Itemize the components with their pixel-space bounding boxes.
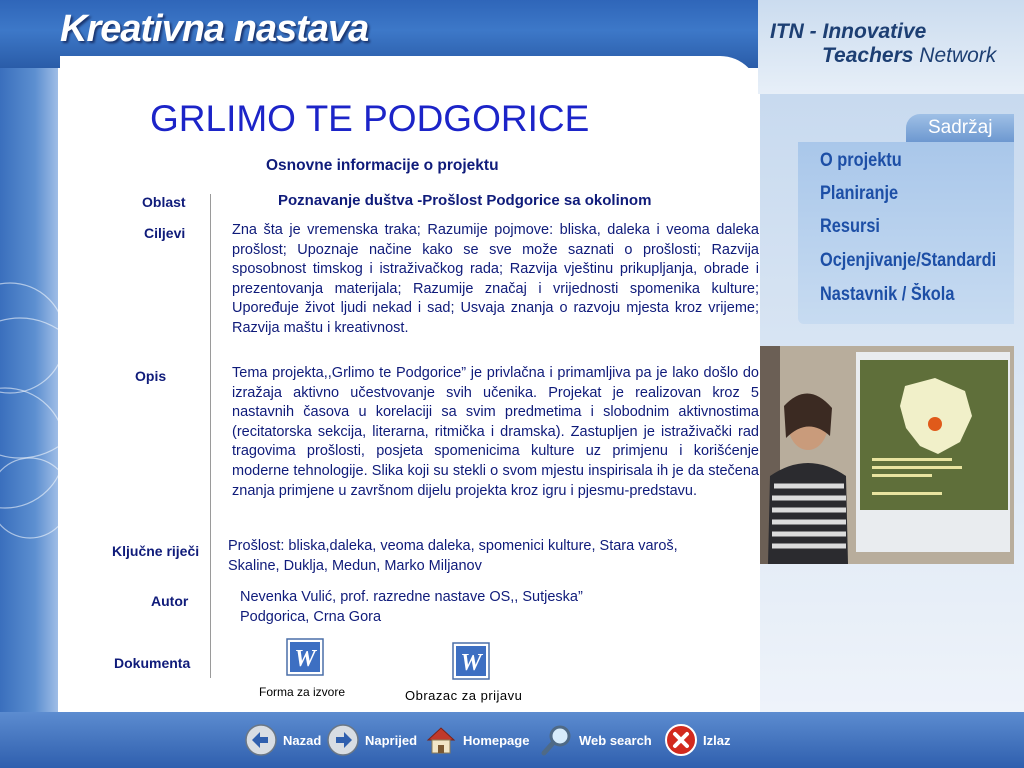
value-kljucne-rijeci-line2: Skaline, Duklja, Medun, Marko Miljanov: [228, 558, 482, 574]
arrow-left-icon: [244, 723, 278, 757]
menu-item-o-projektu[interactable]: O projektu: [820, 150, 902, 171]
svg-text:W: W: [460, 650, 482, 676]
label-oblast: Oblast: [142, 194, 186, 210]
label-dokumenta: Dokumenta: [114, 655, 191, 671]
word-document-icon[interactable]: [286, 638, 324, 676]
menu-item-ocjenjivanje[interactable]: Ocjenjivanje/Standardi: [820, 250, 997, 271]
label-ciljevi: Ciljevi: [144, 225, 186, 241]
forward-button-label: Naprijed: [365, 732, 418, 748]
network-name-line1: ITN - Innovative: [770, 20, 927, 43]
value-autor-line2: Podgorica, Crna Gora: [240, 609, 382, 625]
value-oblast: Poznavanje duštva -Prošlost Podgorice sa okolinom: [278, 192, 652, 209]
label-autor: Autor: [151, 593, 189, 609]
decorative-circles-icon: [0, 68, 58, 768]
back-button-label: Nazad: [283, 732, 322, 748]
doc-caption-obrazac[interactable]: Obrazac za prijavu: [405, 688, 523, 703]
homepage-button-label: Homepage: [463, 732, 530, 748]
forward-button[interactable]: [326, 722, 417, 758]
classroom-photo: [760, 346, 1014, 564]
homepage-button[interactable]: [424, 722, 529, 758]
network-name-bold: Teachers: [822, 44, 914, 67]
menu-item-planiranje[interactable]: Planiranje: [820, 183, 899, 204]
header-curve: [60, 56, 760, 96]
word-document-icon[interactable]: [452, 642, 490, 680]
value-ciljevi: Zna šta je vremenska traka; Razumije pojmove: bliska, daleka i veoma daleka prošlost; Upoznaje načine kako se sve može saznati o prošlosti; Razvija sposobnost timskog i istraživačkog rada; Razvija vještinu prikupljanja, obrade i prezentovanja materijala; Razumije značaj i vrijednosti spomenika kulture; Upoređuje život ljudi nekad i sad; Usvaja znanja o razvoju mjesta kroz vrijeme; Razvija maštu i kreativnost.: [232, 222, 759, 336]
value-autor-line1: Nevenka Vulić, prof. razredne nastave OS,, Sutjeska”: [240, 589, 583, 605]
value-kljucne-rijeci-line1: Prošlost: bliska,daleka, veoma daleka, spomenici kulture, Stara varoš,: [228, 538, 678, 554]
back-button[interactable]: [244, 722, 321, 758]
network-name-line2: [822, 44, 996, 68]
app-title: Kreativna nastava: [60, 8, 369, 50]
network-name-rest: Network: [913, 44, 997, 67]
menu-item-nastavnik-skola[interactable]: Nastavnik / Škola: [820, 284, 955, 305]
web-search-button-label: Web search: [579, 732, 652, 748]
label-opis: Opis: [135, 368, 167, 384]
doc-caption-forma[interactable]: Forma za izvore: [259, 685, 346, 699]
magnifier-icon: [540, 723, 574, 757]
svg-text:W: W: [294, 646, 316, 672]
exit-button[interactable]: [664, 722, 730, 758]
value-opis: Tema projekta,,Grlimo te Podgorice” je privlačna i primamljiva pa je lako došlo do izražaja aktivno učestvovanje svih učenika. Projekat je realizovan kroz 5 nastavnih časova u korelaciji sa svim predmetima i slobodnim aktivnostima (recitatorska sekcija, literarna, ritmička i dramska). Zastupljen je istraživački rad tragovima prošlosti, posjeta spomenicima kulture uz primjenu i korišćenje moderne tehnologije. Slika koji su stekli o svom mjestu inspirisala ih je da stečena znanja primjene u završnom dijelu projekta kroz igru i pjesmu-predstavu.: [232, 365, 759, 499]
left-decorative-bar: [0, 68, 58, 768]
house-icon: [424, 723, 458, 757]
label-kljucne-rijeci: Ključne riječi: [112, 543, 200, 559]
arrow-right-icon: [326, 723, 360, 757]
column-divider: [210, 194, 211, 678]
page-title: GRLIMO TE PODGORICE: [150, 98, 590, 139]
menu-tab-sadrzaj: Sadržaj: [906, 114, 1014, 142]
teacher-presentation-image: [760, 346, 1014, 564]
web-search-button[interactable]: [540, 722, 652, 758]
exit-button-label: Izlaz: [703, 732, 731, 748]
section-subtitle: Osnovne informacije o projektu: [266, 157, 499, 174]
menu-item-resursi[interactable]: Resursi: [820, 216, 880, 237]
close-icon: [664, 723, 698, 757]
